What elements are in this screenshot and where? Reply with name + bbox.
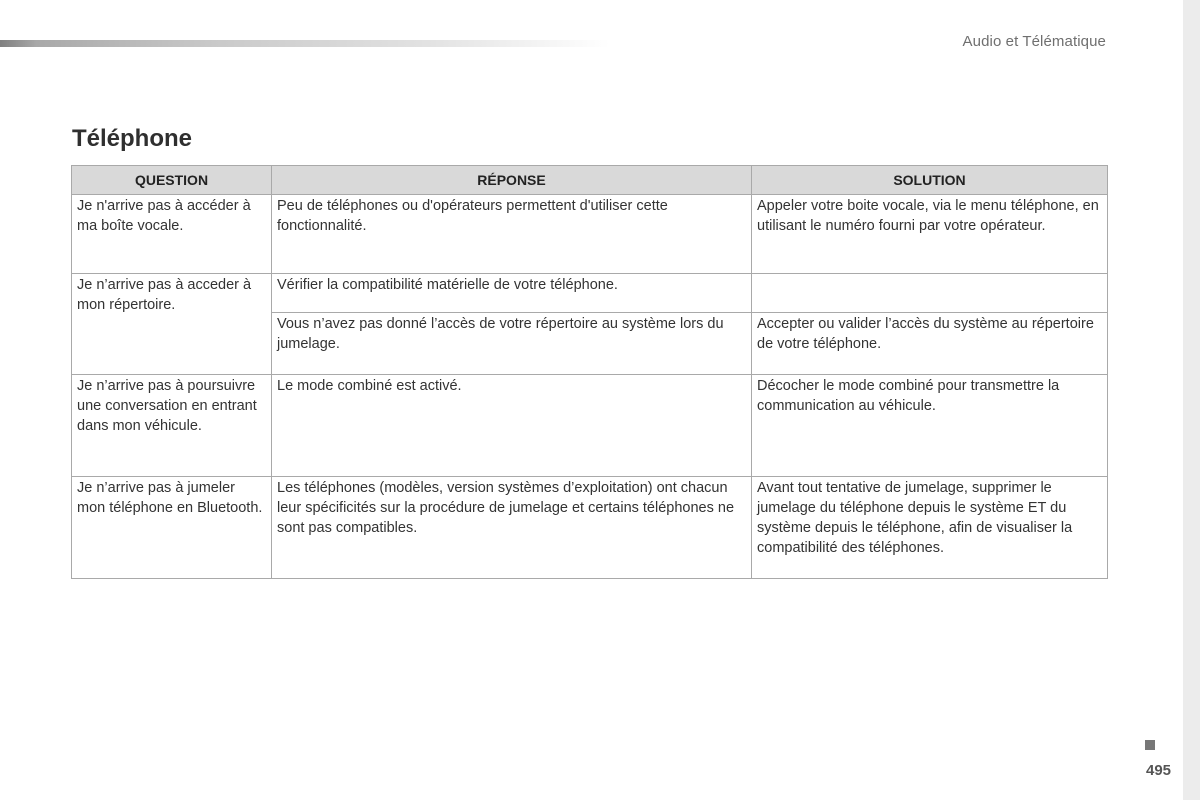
- response-cell: Vous n’avez pas donné l’accès de votre répertoire au système lors du jumelage.: [272, 313, 752, 375]
- page-title: Téléphone: [72, 125, 193, 152]
- column-header-question: QUESTION: [72, 166, 272, 195]
- question-cell: Je n'arrive pas à accéder à ma boîte vocale.: [72, 195, 272, 274]
- section-title: Audio et Télématique: [962, 33, 1106, 50]
- response-cell: Vérifier la compatibilité matérielle de votre téléphone.: [272, 274, 752, 313]
- solution-cell: Appeler votre boite vocale, via le menu téléphone, en utilisant le numéro fourni par votre opérateur.: [752, 195, 1108, 274]
- solution-cell: Avant tout tentative de jumelage, supprimer le jumelage du téléphone depuis le système ET du système depuis le téléphone, afin de visualiser la compatibilité des téléphones.: [752, 477, 1108, 579]
- table-row: [72, 274, 1108, 313]
- page-marker-square: [1145, 740, 1155, 750]
- table-row: [72, 375, 1108, 477]
- solution-cell: Accepter ou valider l’accès du système au répertoire de votre téléphone.: [752, 313, 1108, 375]
- column-header-solution: SOLUTION: [752, 166, 1108, 195]
- solution-cell: Décocher le mode combiné pour transmettre la communication au véhicule.: [752, 375, 1108, 477]
- table-row: [72, 477, 1108, 579]
- column-header-response: RÉPONSE: [272, 166, 752, 195]
- solution-cell-empty: [752, 274, 1108, 313]
- response-cell: Le mode combiné est activé.: [272, 375, 752, 477]
- page-edge-strip: [1183, 0, 1200, 800]
- response-cell: Peu de téléphones ou d'opérateurs permettent d'utiliser cette fonctionnalité.: [272, 195, 752, 274]
- table-row: [72, 195, 1108, 274]
- question-cell: Je n’arrive pas à acceder à mon répertoire.: [72, 274, 272, 375]
- header-gradient-bar: [0, 40, 610, 47]
- question-cell: Je n’arrive pas à poursuivre une conversation en entrant dans mon véhicule.: [72, 375, 272, 477]
- table-header-row: [72, 166, 1108, 195]
- page-number: 495: [1146, 762, 1172, 779]
- question-cell: Je n’arrive pas à jumeler mon téléphone en Bluetooth.: [72, 477, 272, 579]
- troubleshooting-table: [71, 165, 1108, 579]
- response-cell: Les téléphones (modèles, version systèmes d’exploitation) ont chacun leur spécificités sur la procédure de jumelage et certains téléphones ne sont pas compatibles.: [272, 477, 752, 579]
